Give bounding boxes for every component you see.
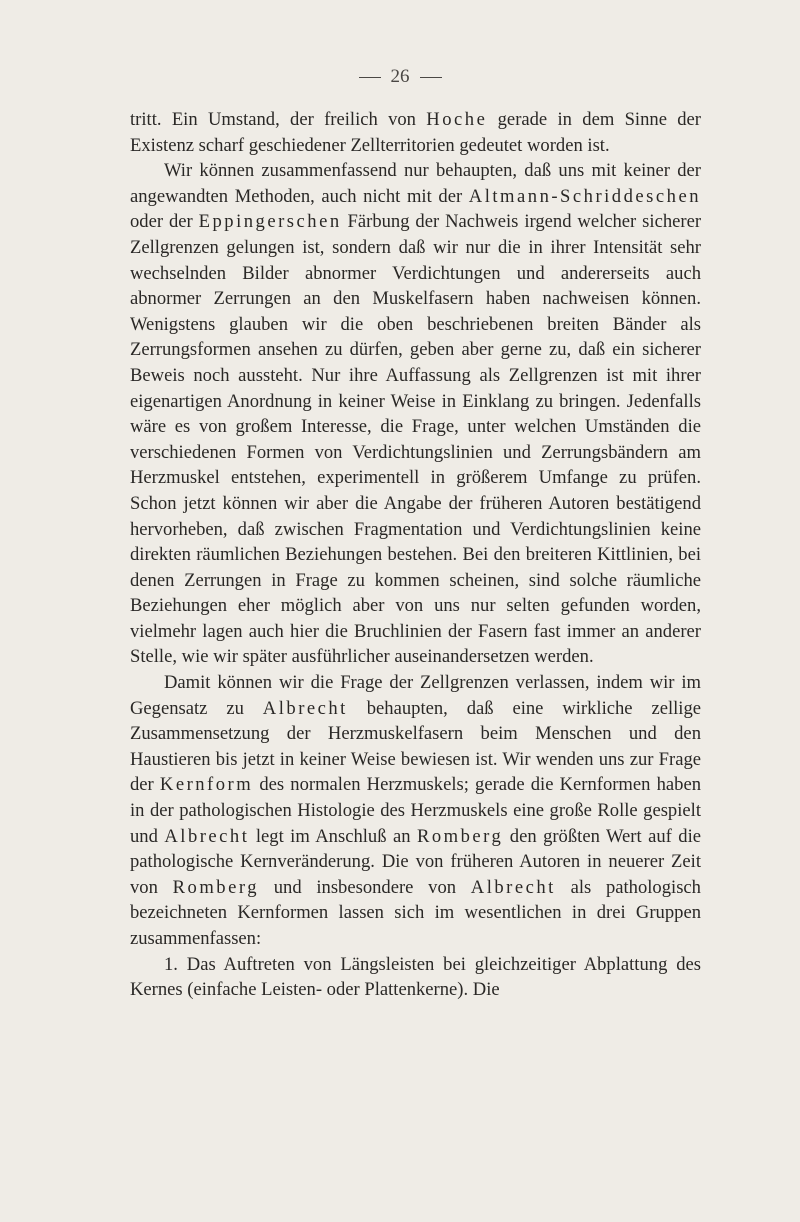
spaced-name: Albrecht (262, 697, 348, 719)
text-run: den größten Wert auf die pathologische Kernveränderung. Die von früheren Autoren in neuerer Zeit von (130, 825, 701, 898)
text-run: behaupten, daß eine wirkliche zellige Zusammensetzung der Herzmuskelfasern beim Menschen und den Haustieren bis jetzt in keiner Weise bewiesen ist. Wir wenden uns zur Frage der (130, 697, 702, 796)
spaced-name: Hoche (426, 109, 488, 130)
text-run: als pathologisch bezeichneten Kernformen lassen sich im wesentlichen in drei Gruppen zusammenfassen: (130, 876, 701, 949)
text-run: gerade in dem Sinne der Existenz scharf geschiedener Zellterritorien gedeutet worden ist. (130, 109, 701, 156)
text-run: Damit können wir die Frage der Zellgrenzen verlassen, indem wir im Gegensatz zu (130, 672, 701, 719)
text-run: oder der (130, 211, 199, 233)
paragraph (130, 952, 701, 1003)
text-run: des normalen Herzmuskels; gerade die Kernformen haben in der pathologischen Histologie des Herzmuskels eine große Rolle gespielt und (130, 774, 701, 847)
paragraph (130, 670, 701, 952)
spaced-name: Eppingerschen (198, 211, 342, 233)
spaced-name: Romberg (172, 876, 259, 898)
spaced-name: Altmann-Schriddeschen (468, 185, 701, 207)
paragraph (130, 107, 701, 158)
page-number-line (0, 66, 800, 88)
body-text (130, 107, 701, 1003)
text-run: legt im Anschluß an (249, 825, 417, 847)
text-run: 1. Das Auftreten von Längsleisten bei gleichzeitiger Abplattung des Kernes (einfache Leisten- oder Plattenkerne). Die (130, 953, 701, 1001)
text-run: Wir können zusammenfassend nur behaupten, daß uns mit keiner der angewandten Methoden, auch nicht mit der (130, 160, 701, 207)
spaced-name: Albrecht (470, 876, 556, 898)
text-run: und insbesondere von (259, 876, 471, 898)
text-run: tritt. Ein Umstand, der freilich von (130, 109, 427, 130)
text-run: Färbung der Nachweis irgend welcher sicherer Zellgrenzen gelungen ist, sondern daß wir nur die in ihrer Intensität sehr wechselnden Bilder abnormer Verdichtungen und andererseits auch abnormer Zerrungen an den Muskelfasern haben nachweisen können. Wenigstens glauben wir die oben beschriebenen breiten Bänder als Zerrungsformen ansehen zu dürfen, geben aber gerne zu, daß ein sicherer Beweis noch aussteht. Nur ihre Auffassung als Zellgrenzen ist mit ihrer eigenartigen Anordnung in keiner Weise in Einklang zu bringen. Jedenfalls wäre es von großem Interesse, die Frage, unter welchen Umständen die verschiedenen Formen von Verdichtungslinien und Zerrungsbändern am Herzmuskel entstehen, experimentell in größerem Umfange zu prüfen. Schon jetzt können wir aber die Angabe der früheren Autoren bestätigend hervorheben, daß zwischen Fragmentation und Verdichtungslinien keine direkten räumlichen Beziehungen bestehen. Bei den breiteren Kittlinien, bei denen Zerrungen in Frage zu kommen scheinen, sind solche räumliche Beziehungen eher möglich aber von uns nur selten gefunden worden, vielmehr lagen auch hier die Bruchlinien der Fasern fast immer an anderer Stelle, wie wir später ausführlicher auseinandersetzen werden. (130, 211, 702, 668)
page-number: 26 (390, 66, 410, 87)
right-dash (420, 77, 442, 78)
paragraph (130, 158, 701, 670)
spaced-name: Kernform (159, 774, 254, 796)
spaced-name: Romberg (416, 825, 504, 847)
left-dash (359, 77, 381, 78)
spaced-name: Albrecht (164, 825, 250, 847)
